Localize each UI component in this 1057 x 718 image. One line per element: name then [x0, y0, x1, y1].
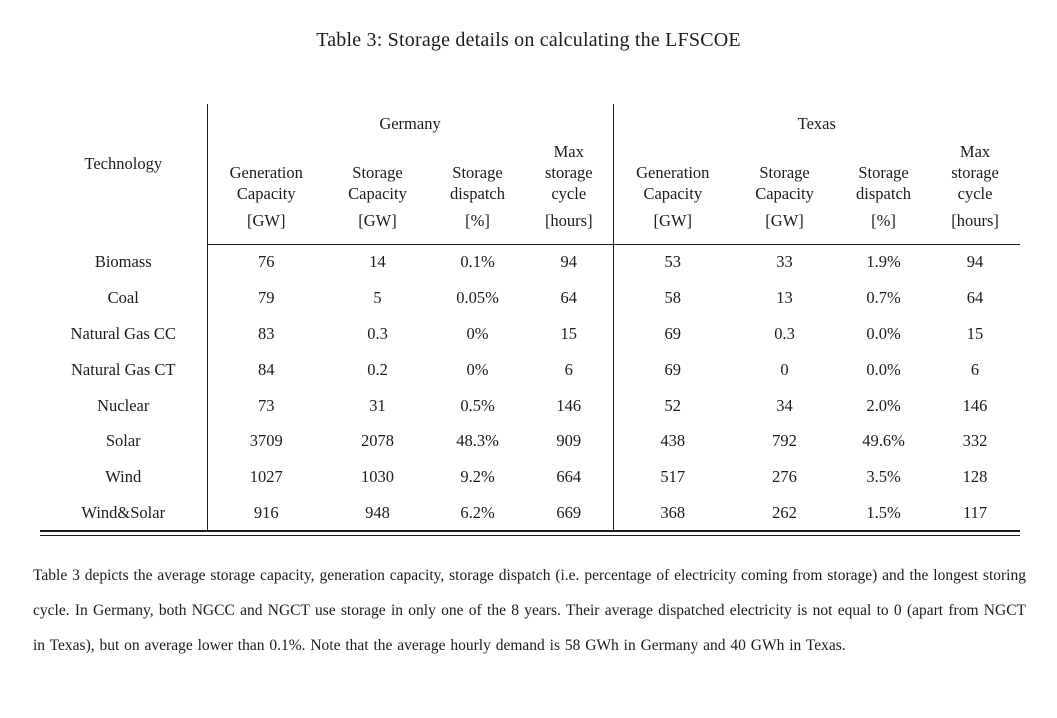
value-cell: 664: [556, 467, 582, 487]
technology-cell: Natural Gas CC: [70, 323, 176, 343]
value-cell: 2078: [361, 431, 394, 451]
value-cell: 1.9%: [866, 252, 901, 272]
value-cell: 6: [970, 359, 980, 379]
unit-gw: [GW]: [613, 204, 732, 244]
value-cell: 33: [776, 252, 793, 272]
value-cell: 117: [962, 502, 988, 522]
value-cell: 146: [556, 395, 582, 415]
value-cell: 73: [207, 388, 325, 424]
unit-gw: [GW]: [732, 204, 837, 244]
table-body: [40, 244, 1020, 531]
value-cell: 48.3%: [456, 431, 499, 451]
value-cell: 262: [772, 502, 797, 522]
table-header: [40, 104, 1020, 244]
value-cell: 49.6%: [862, 431, 905, 451]
table-row: [40, 280, 1020, 316]
table-row: [40, 244, 1020, 280]
value-cell: 0%: [466, 323, 489, 343]
value-cell: 0.3: [774, 323, 795, 343]
unit-percent: [%]: [837, 204, 930, 244]
value-cell: 438: [613, 423, 732, 459]
technology-cell: Solar: [105, 431, 141, 451]
table-caption-title: Table 3: Storage details on calculating the LFSCOE: [316, 29, 741, 51]
value-cell: 0.2: [367, 359, 388, 379]
technology-cell: Coal: [107, 287, 139, 307]
value-cell: 146: [962, 395, 988, 415]
value-cell: 276: [772, 467, 797, 487]
table-row: [40, 352, 1020, 388]
table-row: [40, 459, 1020, 495]
value-cell: 1.5%: [866, 502, 901, 522]
value-cell: 1030: [361, 467, 394, 487]
technology-cell: Wind: [105, 467, 142, 487]
value-cell: 517: [613, 459, 732, 495]
value-cell: 792: [772, 431, 797, 451]
value-cell: 0.0%: [866, 323, 901, 343]
value-cell: 3.5%: [866, 467, 901, 487]
table-row: [40, 495, 1020, 531]
group-header-texas: Texas: [613, 104, 1020, 138]
value-cell: 0%: [466, 359, 489, 379]
value-cell: 76: [207, 244, 325, 280]
value-cell: 332: [962, 431, 988, 451]
value-cell: 948: [365, 502, 390, 522]
value-cell: 69: [613, 352, 732, 388]
value-cell: 53: [613, 244, 732, 280]
col-header-generation-capacity: Generation Capacity: [613, 138, 732, 204]
value-cell: 6: [564, 359, 573, 379]
value-cell: 0.05%: [456, 287, 499, 307]
storage-details-table: [40, 104, 1020, 532]
col-header-max-storage-cycle: Max storage cycle: [544, 142, 593, 203]
value-cell: 94: [966, 252, 984, 272]
value-cell: 5: [373, 287, 382, 307]
unit-percent: [%]: [430, 204, 525, 244]
value-cell: 31: [369, 395, 386, 415]
unit-hours: [hours]: [930, 204, 1020, 244]
value-cell: 916: [207, 495, 325, 531]
value-cell: 52: [613, 388, 732, 424]
value-cell: 14: [369, 252, 386, 272]
value-cell: 64: [966, 287, 984, 307]
value-cell: 0.0%: [866, 359, 901, 379]
value-cell: 2.0%: [866, 395, 901, 415]
value-cell: 58: [613, 280, 732, 316]
table-footnote: Table 3 depicts the average storage capacity, generation capacity, storage dispatch (i.e. percentage of electricity coming from storage) and the longest storing cycle. In Germany, both NGCC and NGCT use storage in only one of the 8 years. Their average dispatched electricity is not equal to 0 (apart from NGCT in Texas), but on average lower than 0.1%. Note that the average hourly demand is 58 GWh in Germany and 40 GWh in Texas.: [33, 567, 1026, 655]
unit-gw: [GW]: [207, 204, 325, 244]
value-cell: 34: [776, 395, 793, 415]
value-cell: 909: [556, 431, 582, 451]
col-header-generation-capacity: Generation Capacity: [207, 138, 325, 204]
technology-column-header: Technology: [84, 154, 163, 173]
value-cell: 9.2%: [460, 467, 495, 487]
technology-cell: Wind&Solar: [81, 502, 166, 522]
col-header-storage-capacity: Storage Capacity: [348, 163, 407, 203]
value-cell: 69: [613, 316, 732, 352]
technology-cell: Biomass: [94, 251, 152, 271]
value-cell: 15: [560, 323, 578, 343]
value-cell: 1027: [207, 459, 325, 495]
value-cell: 13: [776, 287, 793, 307]
value-cell: 64: [560, 287, 578, 307]
table-row: [40, 423, 1020, 459]
value-cell: 3709: [207, 423, 325, 459]
region-group-row: [40, 104, 1020, 138]
value-cell: 0.1%: [460, 252, 495, 272]
table-row: [40, 388, 1020, 424]
col-header-storage-capacity: Storage Capacity: [755, 163, 814, 203]
value-cell: 0.5%: [460, 395, 495, 415]
unit-hours: [hours]: [525, 204, 613, 244]
value-cell: 15: [966, 323, 984, 343]
col-header-storage-dispatch: Storage dispatch: [450, 163, 505, 203]
technology-cell: Nuclear: [97, 395, 150, 415]
value-cell: 128: [962, 467, 988, 487]
value-cell: 84: [207, 352, 325, 388]
storage-details-table-wrapper: [40, 104, 1020, 536]
table-row: [40, 316, 1020, 352]
unit-gw: [GW]: [325, 204, 430, 244]
value-cell: 0.7%: [866, 287, 901, 307]
technology-cell: Natural Gas CT: [71, 359, 176, 379]
value-cell: 0: [780, 359, 789, 379]
group-header-germany: Germany: [207, 104, 613, 138]
value-cell: 79: [207, 280, 325, 316]
value-cell: 94: [560, 252, 578, 272]
value-cell: 6.2%: [460, 502, 495, 522]
col-header-storage-dispatch: Storage dispatch: [856, 163, 912, 203]
value-cell: 83: [207, 316, 325, 352]
value-cell: 669: [556, 502, 582, 522]
value-cell: 368: [613, 495, 732, 531]
value-cell: 0.3: [367, 323, 388, 343]
col-header-max-storage-cycle: Max storage cycle: [951, 142, 999, 203]
